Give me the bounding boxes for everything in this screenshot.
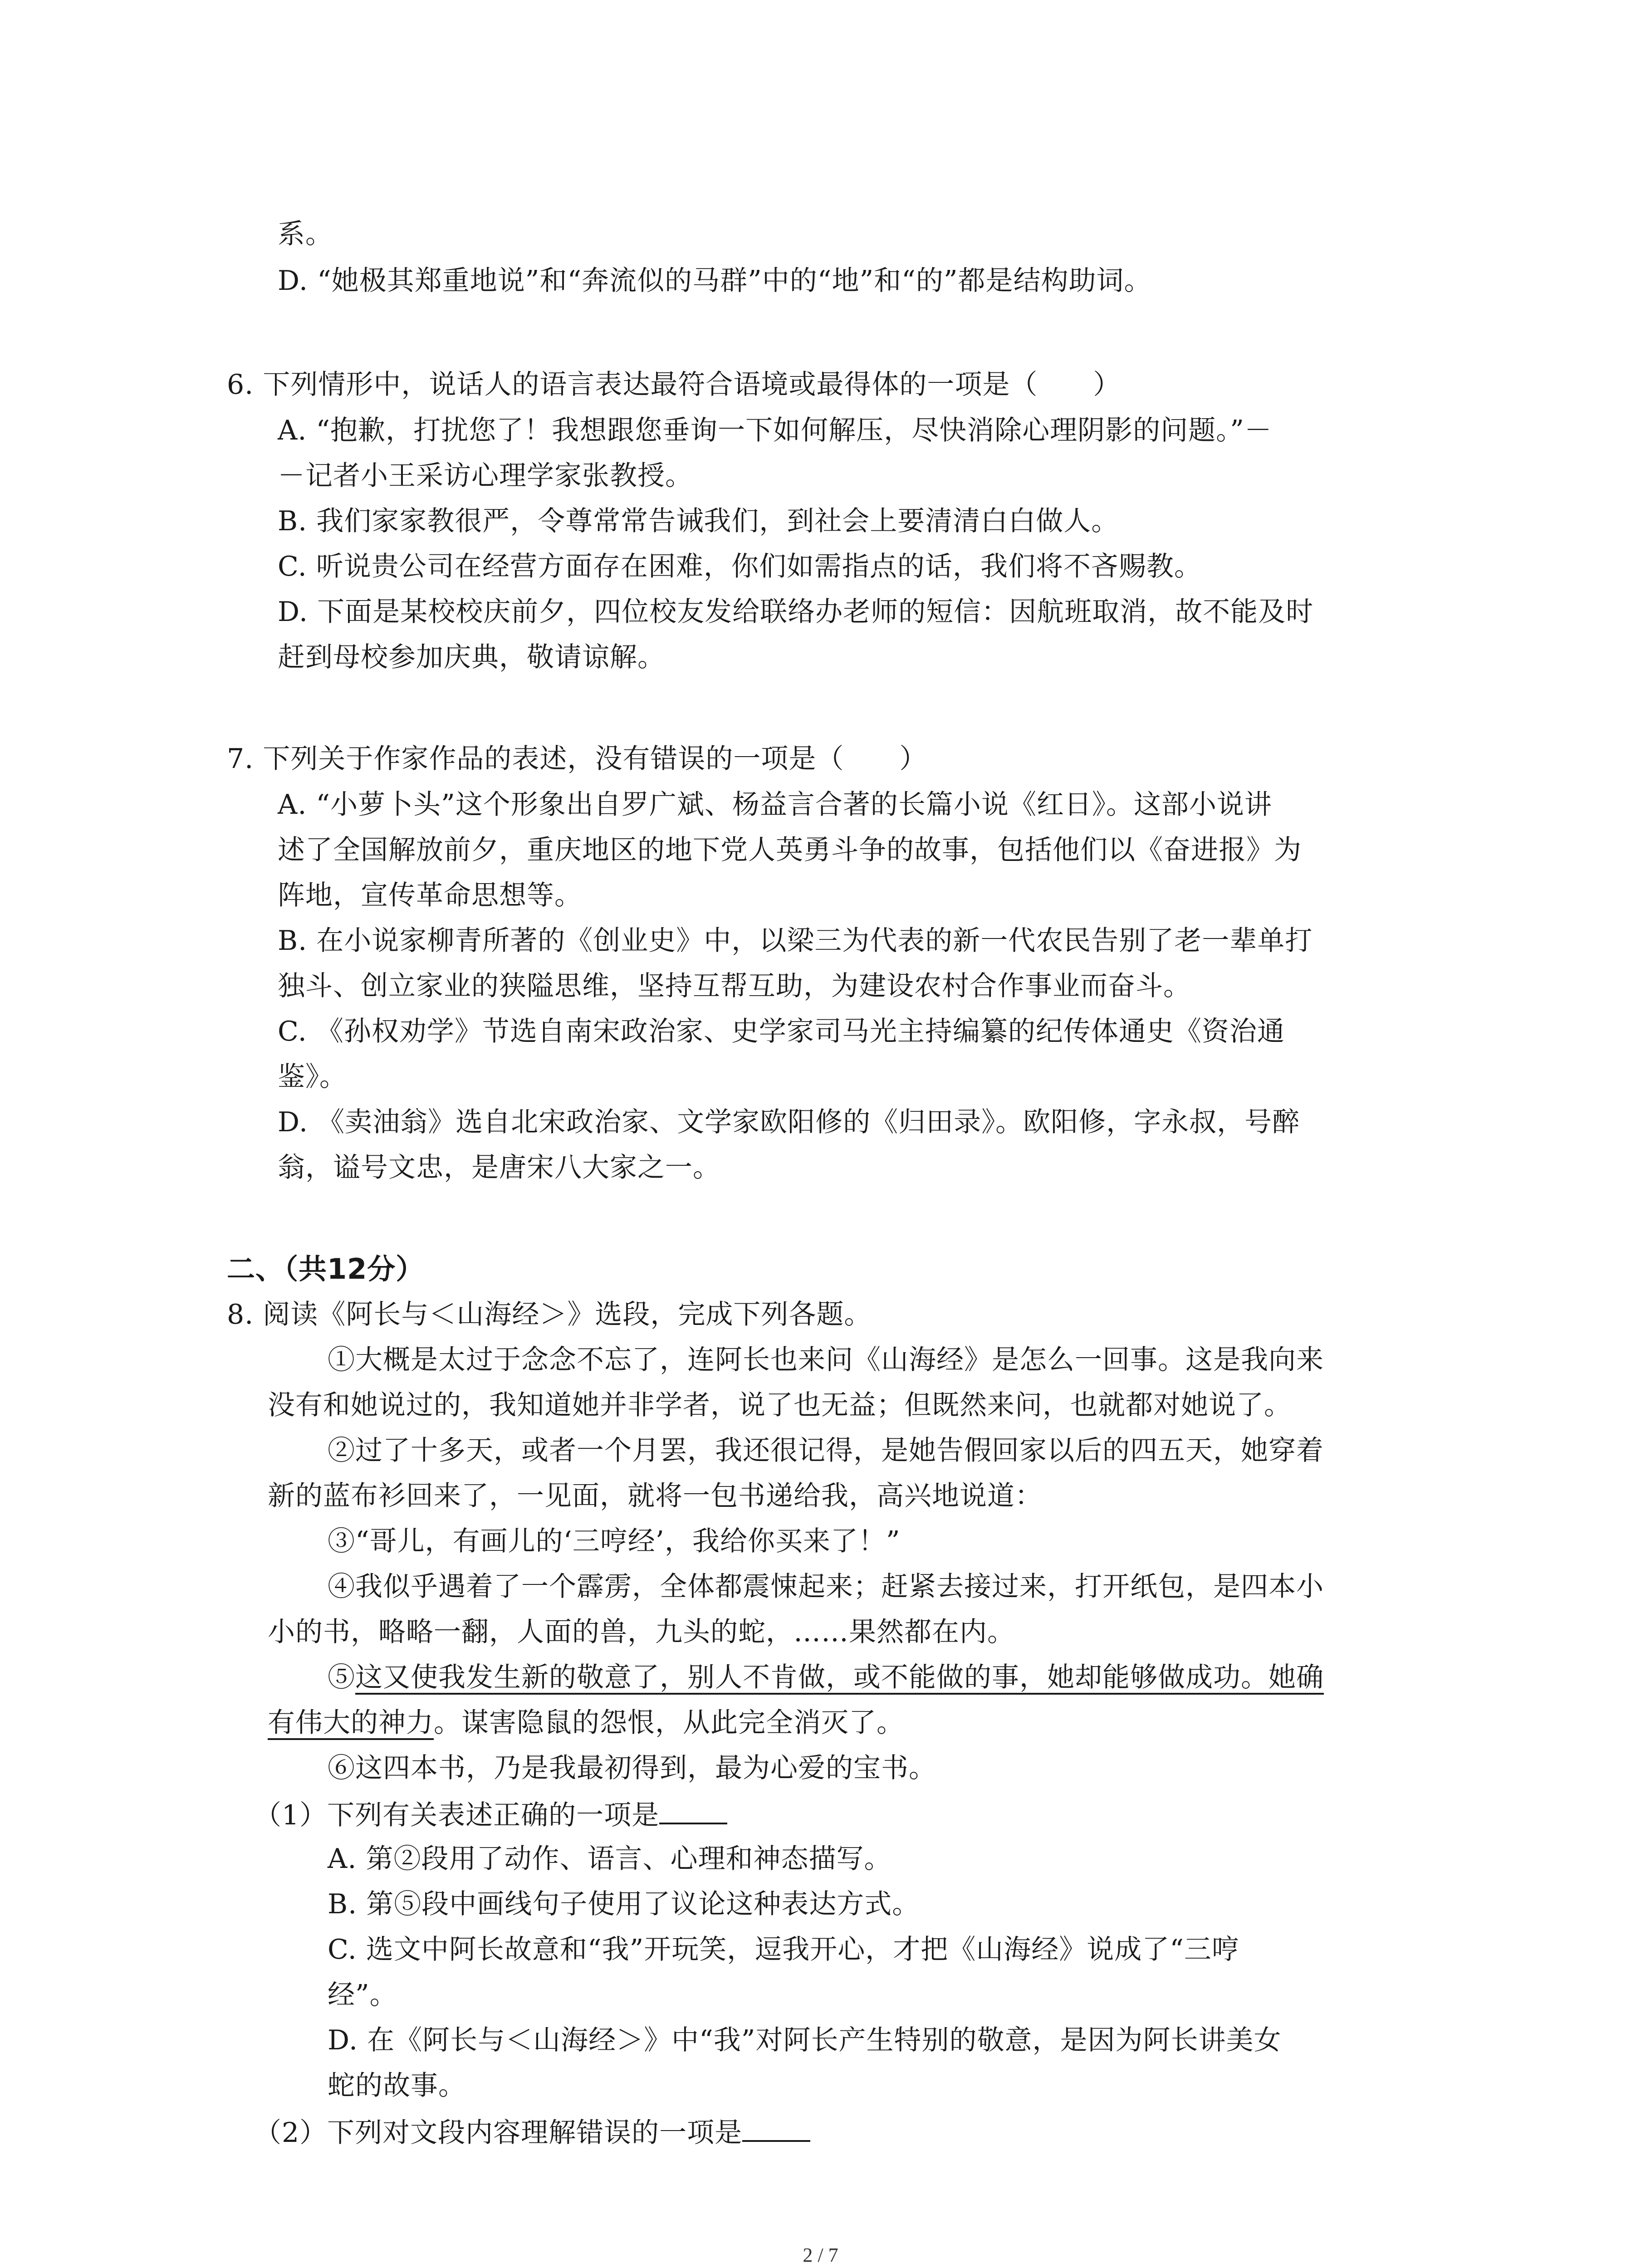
- q6-option-a-cont: －记者小王采访心理学家张教授。: [278, 460, 693, 492]
- underlined-sentence-cont: 有伟大的神力: [268, 1707, 434, 1739]
- q7-option-c-cont: 鉴》。: [278, 1061, 347, 1093]
- q8-stem: 8. 阅读《阿长与＜山海经＞》选段，完成下列各题。: [227, 1299, 872, 1330]
- passage-paragraph-1-cont: 没有和她说过的，我知道她并非学者，说了也无益；但既然来问，也就都对她说了。: [268, 1389, 1292, 1421]
- passage-paragraph-2: ②过了十多天，或者一个月罢，我还很记得，是她告假回家以后的四五天，她穿着: [328, 1435, 1324, 1466]
- sub1-option-b: B. 第⑤段中画线句子使用了议论这种表达方式。: [328, 1888, 920, 1920]
- q5-option-d: D. “她极其郑重地说”和“奔流似的马群”中的“地”和“的”都是结构助词。: [278, 265, 1152, 297]
- q6-option-b: B. 我们家家教很严，令尊常常告诫我们，到社会上要清清白白做人。: [278, 505, 1119, 537]
- q7-option-d-cont: 翁，谥号文忠，是唐宋八大家之一。: [278, 1152, 720, 1183]
- q6-stem: 6. 下列情形中，说话人的语言表达最符合语境或最得体的一项是（ ）: [227, 369, 1121, 401]
- q7-option-b-cont: 独斗、创立家业的狭隘思维，坚持互帮互助，为建设农村合作事业而奋斗。: [278, 970, 1191, 1002]
- sub1-option-c-cont: 经”。: [328, 1979, 397, 2011]
- sub1-option-c: C. 选文中阿长故意和“我”开玩笑，逗我开心，才把《山海经》说成了“三哼: [328, 1934, 1239, 1965]
- sub1-option-d: D. 在《阿长与＜山海经＞》中“我”对阿长产生特别的敬意，是因为阿长讲美女: [328, 2024, 1282, 2056]
- passage-paragraph-6: ⑥这四本书，乃是我最初得到，最为心爱的宝书。: [328, 1752, 936, 1784]
- q7-option-c: C. 《孙权劝学》节选自南宋政治家、史学家司马光主持编纂的纪传体通史《资治通: [278, 1016, 1285, 1047]
- page-number: 2 / 7: [803, 2244, 838, 2266]
- passage-paragraph-4: ④我似乎遇着了一个霹雳，全体都震悚起来；赶紧去接过来，打开纸包，是四本小: [328, 1571, 1324, 1603]
- answer-blank[interactable]: [659, 1797, 727, 1824]
- passage-paragraph-2-cont: 新的蓝布衫回来了，一见面，就将一包书递给我，高兴地说道：: [268, 1480, 1043, 1512]
- q7-option-d: D. 《卖油翁》选自北宋政治家、文学家欧阳修的《归田录》。欧阳修，字永叔，号醉: [278, 1106, 1300, 1138]
- section-heading: 二、（共12分）: [227, 1252, 425, 1286]
- q6-option-c: C. 听说贵公司在经营方面存在困难，你们如需指点的话，我们将不吝赐教。: [278, 551, 1202, 582]
- q7-option-a-cont: 阵地，宣传革命思想等。: [278, 880, 582, 911]
- passage-paragraph-5-cont: [268, 1706, 904, 1739]
- sub-question-2-stem: （2）下列对文段内容理解错误的一项是: [254, 2115, 810, 2149]
- paragraph-text: 。谋害隐鼠的怨恨，从此完全消灭了。: [434, 1707, 904, 1739]
- q7-option-a: A. “小萝卜头”这个形象出自罗广斌、杨益言合著的长篇小说《红日》。这部小说讲: [278, 789, 1272, 821]
- passage-paragraph-3: ③“哥儿，有画儿的‘三哼经’，我给你买来了！”: [328, 1525, 901, 1557]
- q6-option-d-cont: 赶到母校参加庆典，敬请谅解。: [278, 641, 665, 673]
- passage-paragraph-1: ①大概是太过于念念不忘了，连阿长也来问《山海经》是怎么一回事。这是我向来: [328, 1344, 1324, 1376]
- answer-blank[interactable]: [742, 2115, 810, 2142]
- q7-stem: 7. 下列关于作家作品的表述，没有错误的一项是（ ）: [227, 743, 927, 775]
- q7-option-a-cont: 述了全国解放前夕，重庆地区的地下党人英勇斗争的故事，包括他们以《奋进报》为: [278, 834, 1302, 866]
- sub1-option-a: A. 第②段用了动作、语言、心理和神态描写。: [328, 1843, 892, 1875]
- q7-option-b: B. 在小说家柳青所著的《创业史》中，以梁三为代表的新一代农民告别了老一辈单打: [278, 925, 1313, 957]
- sub1-option-d-cont: 蛇的故事。: [328, 2070, 466, 2102]
- passage-paragraph-5: [328, 1661, 1324, 1694]
- underlined-sentence: 这又使我发生新的敬意了，别人不肯做，或不能做的事，她却能够做成功。她确: [355, 1662, 1324, 1693]
- q6-option-d: D. 下面是某校校庆前夕，四位校友发给联络办老师的短信：因航班取消，故不能及时: [278, 596, 1314, 628]
- sub-question-1-stem: （1）下列有关表述正确的一项是: [254, 1797, 727, 1832]
- paragraph-number: ⑤: [328, 1662, 355, 1693]
- q6-option-a: A. “抱歉，打扰您了！我想跟您垂询一下如何解压，尽快消除心理阴影的问题。”－: [278, 415, 1272, 446]
- passage-paragraph-4-cont: 小的书，略略一翻，人面的兽，九头的蛇，……果然都在内。: [268, 1616, 1015, 1648]
- q5-continuation-line: 系。: [278, 218, 333, 250]
